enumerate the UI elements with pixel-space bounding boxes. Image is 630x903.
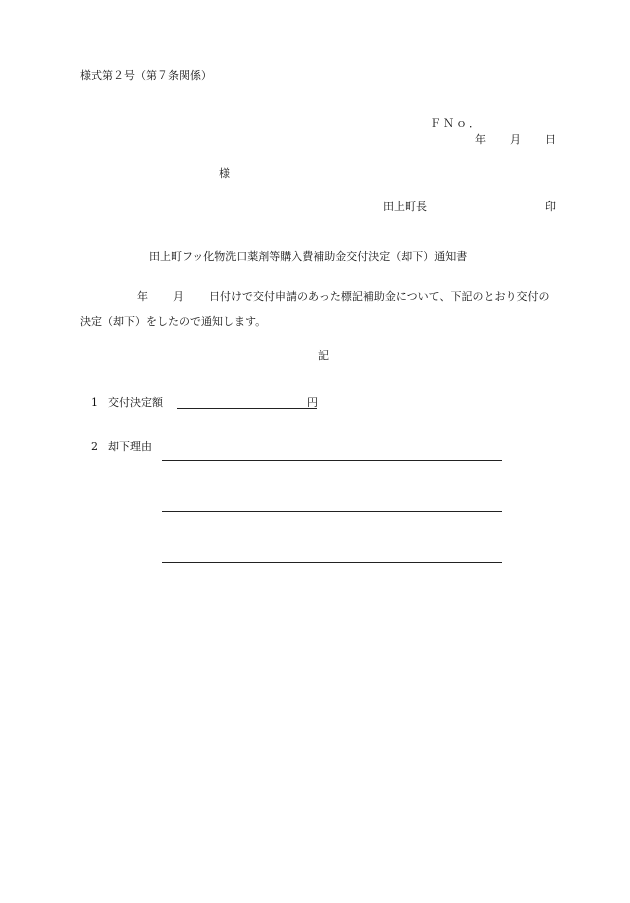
reason-line-3	[162, 562, 502, 563]
date-month: 月	[510, 133, 521, 146]
document-title: 田上町フッ化物洗口薬剤等購入費補助金交付決定（却下）通知書	[149, 250, 468, 263]
yen-unit: 円	[307, 396, 318, 409]
reason-line-2	[162, 511, 502, 512]
issuer-name: 田上町長	[383, 200, 427, 213]
body-month: 月	[173, 290, 184, 303]
item2-number: 2	[91, 440, 98, 453]
amount-blank-line	[177, 408, 317, 409]
fno-label: ＦＮｏ．	[430, 117, 482, 130]
seal-mark: 印	[545, 200, 556, 213]
date-day: 日	[545, 133, 556, 146]
form-label: 様式第２号（第７条関係）	[80, 69, 212, 82]
ki-heading: 記	[318, 349, 329, 362]
recipient-suffix: 様	[219, 167, 230, 180]
body-year: 年	[137, 290, 148, 303]
item1-number: 1	[91, 396, 98, 409]
body-line1-rest: 日付けで交付申請のあった標記補助金について、下記のとおり交付の	[209, 290, 550, 303]
reason-line-1	[162, 460, 502, 461]
body-line2: 決定（却下）をしたので通知します。	[80, 315, 267, 328]
date-year: 年	[475, 133, 486, 146]
item1-label: 交付決定額	[108, 396, 163, 409]
item2-label: 却下理由	[108, 440, 152, 453]
